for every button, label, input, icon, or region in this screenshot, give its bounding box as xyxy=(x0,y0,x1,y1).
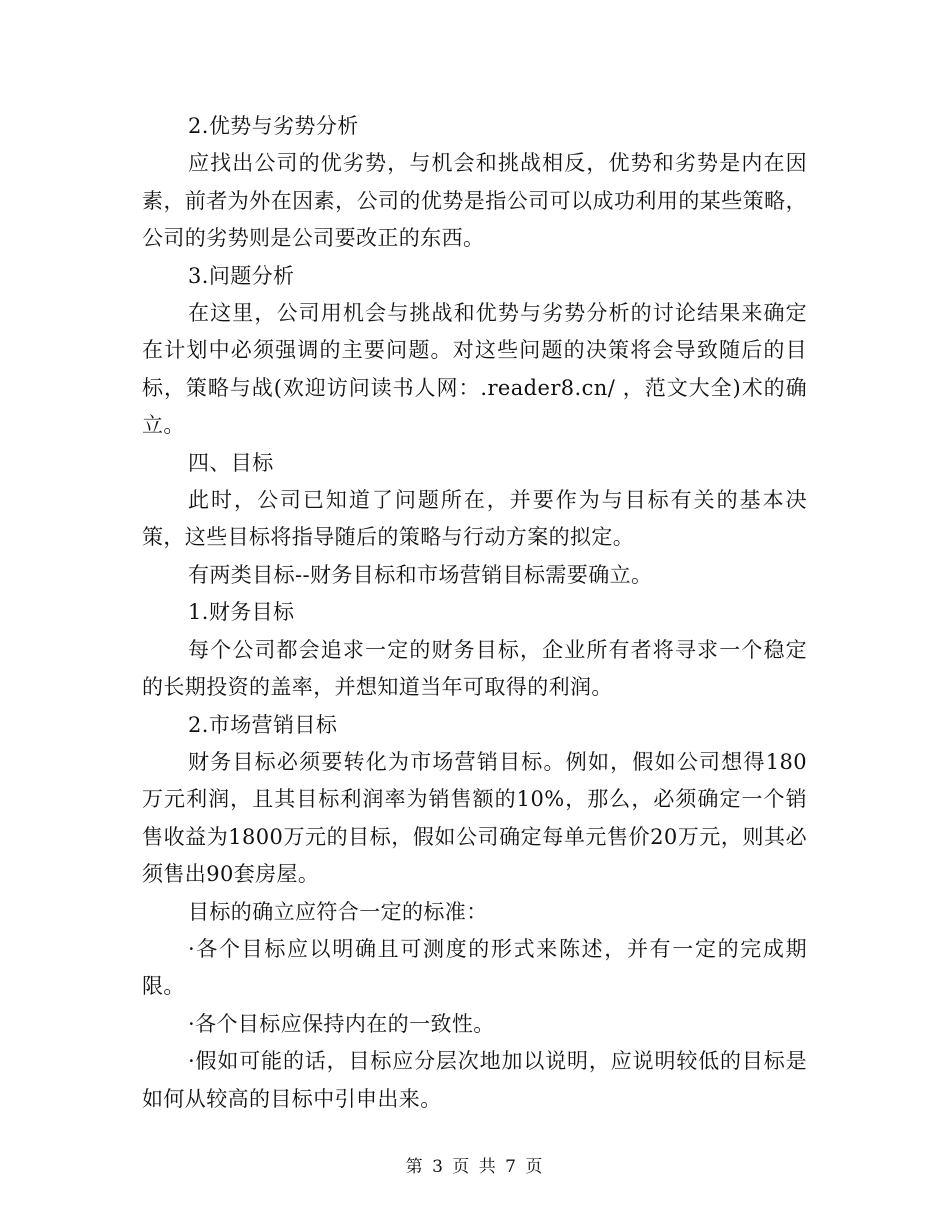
subheading-strengths-weaknesses: 2.优势与劣势分析 xyxy=(188,114,359,138)
paragraph-marketing-goals: 财务目标必须要转化为市场营销目标。例如，假如公司想得180万元利润，且其目标利润率为销售额的10%，那么，必须确定一个销售收益为1800万元的目标，假如公司确定每单元售价20万元，则其必须售出90套房屋。 xyxy=(142,749,807,887)
document-body xyxy=(142,108,807,1118)
paragraph-strengths-weaknesses: 应找出公司的优劣势，与机会和挑战相反，优势和劣势是内在因素，前者为外在因素，公司的优势是指公司可以成功利用的某些策略，公司的劣势则是公司要改正的东西。 xyxy=(142,151,807,251)
bullet-item-consistent: ·各个目标应保持内在的一致性。 xyxy=(188,1011,495,1036)
bullet-item-measurable: ·各个目标应以明确且可测度的形式来陈述，并有一定的完成期限。 xyxy=(142,936,807,999)
paragraph-goals-intro: 此时，公司已知道了问题所在，并要作为与目标有关的基本决策，这些目标将指导随后的策略与行动方案的拟定。 xyxy=(142,488,807,550)
paragraph-financial-goals: 每个公司都会追求一定的财务目标，企业所有者将寻求一个稳定的长期投资的盖率，并想知道当年可取得的利润。 xyxy=(142,637,807,700)
subheading-financial-goals: 1.财务目标 xyxy=(188,600,295,625)
page-number-footer: 第 3 页 共 7 页 xyxy=(405,1157,545,1177)
paragraph-problem-analysis: 在这里，公司用机会与挑战和优势与劣势分析的讨论结果来确定在计划中必须强调的主要问题。对这些问题的决策将会导致随后的目标，策略与战(欢迎访问读书人网：.reader8.cn/ ，范文大全)术的确立。 xyxy=(142,301,807,438)
paragraph-goal-criteria: 目标的确立应符合一定的标准： xyxy=(188,899,488,924)
bullet-item-hierarchical: ·假如可能的话，目标应分层次地加以说明，应说明较低的目标是如何从较高的目标中引申出来。 xyxy=(142,1049,807,1111)
subheading-problem-analysis: 3.问题分析 xyxy=(188,263,295,288)
subheading-marketing-goals: 2.市场营销目标 xyxy=(188,712,338,737)
section-heading-goals: 四、目标 xyxy=(188,450,274,475)
paragraph-goal-types: 有两类目标--财务目标和市场营销目标需要确立。 xyxy=(188,562,653,587)
